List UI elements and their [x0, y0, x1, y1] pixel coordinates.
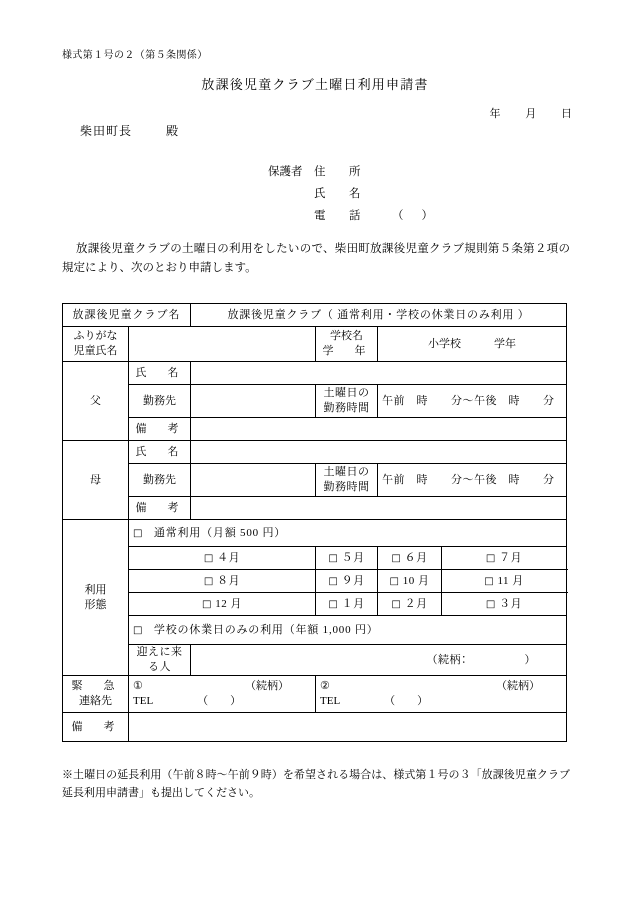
mother-workplace-label: 勤務先	[129, 464, 191, 497]
emergency-contact-label	[63, 676, 129, 713]
month-checkbox[interactable]: □	[391, 598, 402, 610]
holiday-only-checkbox[interactable]: □	[133, 624, 144, 636]
table-row-mother-name	[63, 441, 567, 464]
month-label: 10 月	[402, 574, 430, 587]
month-checkbox-cell[interactable]	[442, 570, 567, 593]
club-name-value[interactable]: 放課後児童クラブ（ 通常利用・学校の休業日のみ利用 ）	[191, 304, 567, 327]
guardian-address-row	[268, 161, 433, 183]
school-grade-label	[316, 327, 378, 362]
form-code: 様式第１号の２（第５条関係）	[62, 50, 208, 61]
mother-name-input[interactable]	[191, 441, 567, 464]
month-checkbox[interactable]: □	[484, 575, 495, 587]
guardian-tel-paren-open: （	[392, 210, 422, 222]
table-row-months-3	[63, 593, 567, 616]
school-grade-input[interactable]: 小学校 学年	[378, 327, 567, 362]
father-name-input[interactable]	[191, 362, 567, 385]
addressee-honorific: 殿	[166, 124, 180, 138]
school-name-label: 学校名	[330, 330, 363, 342]
lead-paragraph: 放課後児童クラブの土曜日の利用をしたいので、柴田町放課後児童クラブ規則第５条第２項の規定により、次のとおり申請します。	[62, 243, 570, 274]
month-label: ８月	[217, 574, 241, 587]
month-checkbox-cell[interactable]	[316, 547, 378, 570]
month-checkbox-cell[interactable]	[378, 593, 442, 616]
table-row-months-2	[63, 570, 567, 593]
mother-name-label: 氏 名	[129, 441, 191, 464]
footer-note: ※土曜日の延長利用（午前８時～午前９時）を希望される場合は、様式第１号の３「放課後児童クラブ延長利用申請書」も提出してください。	[62, 769, 570, 799]
father-workplace-label: 勤務先	[129, 385, 191, 418]
regular-use-label: 通常利用（月額 500 円）	[153, 526, 287, 539]
mother-label: 母	[63, 441, 129, 520]
month-label: ７月	[499, 551, 523, 564]
emergency-2-relation: （続柄）	[496, 680, 541, 692]
mother-remarks-input[interactable]	[191, 497, 567, 520]
month-checkbox[interactable]: □	[485, 552, 496, 564]
month-checkbox[interactable]: □	[389, 575, 400, 587]
father-name-label: 氏 名	[129, 362, 191, 385]
regular-use-checkbox[interactable]: □	[133, 527, 144, 539]
table-row-months-1	[63, 547, 567, 570]
mother-saturday-hours-input[interactable]: 午前 時 分～午後 時 分	[378, 464, 567, 497]
bottom-remarks-label: 備 考	[63, 713, 129, 742]
emergency-2-line1	[320, 679, 562, 694]
father-workplace-input[interactable]	[191, 385, 316, 418]
month-checkbox-cell[interactable]	[442, 547, 567, 570]
emergency-1-tel-label: TEL	[133, 695, 154, 707]
emergency-contact-1[interactable]	[129, 676, 316, 713]
month-checkbox[interactable]: □	[485, 598, 496, 610]
table-row-father-remarks	[63, 418, 567, 441]
month-label: ３月	[499, 597, 523, 610]
month-label: 12 月	[215, 597, 242, 610]
mother-remarks-label: 備 考	[129, 497, 191, 520]
table-row-usage-regular	[63, 520, 567, 547]
emergency-1-number: ①	[133, 680, 143, 692]
month-checkbox[interactable]: □	[328, 575, 339, 587]
addressee-name: 柴田町長	[80, 124, 133, 138]
mother-sat-hours-label-line2: 勤務時間	[323, 481, 370, 493]
month-checkbox[interactable]: □	[203, 552, 214, 564]
holiday-only-option[interactable]	[129, 616, 567, 645]
month-checkbox-cell[interactable]	[129, 570, 316, 593]
child-name-label-line2: 児童氏名	[73, 345, 118, 357]
child-name-input[interactable]	[129, 327, 316, 362]
bottom-remarks-input[interactable]	[129, 713, 567, 742]
emergency-2-number: ②	[320, 680, 330, 692]
month-checkbox-cell[interactable]	[129, 593, 316, 616]
table-row-mother-workplace	[63, 464, 567, 497]
month-label: １月	[341, 597, 365, 610]
month-checkbox[interactable]: □	[328, 598, 339, 610]
regular-use-option[interactable]	[129, 520, 567, 547]
guardian-tel-row	[268, 205, 433, 227]
month-checkbox-cell[interactable]	[378, 547, 442, 570]
emergency-1-relation: （続柄）	[245, 680, 289, 692]
emergency-label-line2: 連絡先	[79, 695, 112, 707]
father-sat-hours-label-line1: 土曜日の	[323, 387, 370, 399]
father-label: 父	[63, 362, 129, 441]
table-row-emergency	[63, 676, 567, 713]
father-sat-hours-label-line2: 勤務時間	[323, 402, 370, 414]
month-label: ９月	[341, 574, 365, 587]
table-row-father-workplace	[63, 385, 567, 418]
month-checkbox-cell[interactable]	[129, 547, 316, 570]
guardian-name-row	[268, 183, 433, 205]
month-label: ５月	[341, 551, 365, 564]
guardian-tel-label: 電 話	[314, 210, 367, 222]
emergency-1-line2	[133, 694, 311, 709]
date-year-label: 年	[489, 108, 501, 120]
table-row-bottom-remarks	[63, 713, 567, 742]
table-row-club-name	[63, 304, 567, 327]
usage-type-label-line1: 利用	[84, 583, 107, 596]
table-row-child-name	[63, 327, 567, 362]
page-title: 放課後児童クラブ土曜日利用申請書	[201, 77, 429, 92]
guardian-block	[268, 161, 433, 227]
emergency-1-tel-paren[interactable]: （ ）	[197, 695, 242, 707]
usage-type-label-line2: 形態	[84, 598, 107, 611]
application-table	[62, 303, 567, 742]
holiday-only-label: 学校の休業日のみの利用（年額 1,000 円）	[153, 623, 379, 636]
guardian-address-label: 住 所	[314, 166, 367, 178]
school-grade-label-line2: 学 年	[322, 345, 371, 357]
father-remarks-input[interactable]	[191, 418, 567, 441]
month-checkbox[interactable]: □	[203, 575, 214, 587]
father-remarks-label: 備 考	[129, 418, 191, 441]
emergency-1-line1	[133, 679, 311, 694]
father-saturday-hours-label	[316, 385, 378, 418]
emergency-2-tel-label: TEL	[320, 695, 341, 707]
mother-sat-hours-label-line1: 土曜日の	[323, 466, 370, 478]
emergency-label-line1: 緊 急	[71, 680, 120, 692]
emergency-2-line2	[320, 694, 562, 709]
child-name-label-line1: ふりがな	[73, 330, 118, 342]
table-row-pickup	[63, 645, 567, 676]
month-label: ４月	[217, 551, 241, 564]
table-row-usage-holiday	[63, 616, 567, 645]
father-saturday-hours-input[interactable]: 午前 時 分～午後 時 分	[378, 385, 567, 418]
table-row-mother-remarks	[63, 497, 567, 520]
month-checkbox[interactable]: □	[202, 598, 212, 610]
month-checkbox-cell[interactable]	[378, 570, 442, 593]
club-name-label: 放課後児童クラブ名	[63, 304, 191, 327]
emergency-2-tel-paren[interactable]: （ ）	[384, 695, 429, 707]
emergency-contact-2[interactable]	[316, 676, 567, 713]
date-day-label: 日	[561, 108, 572, 120]
pickup-label: 迎えに来る人	[129, 645, 191, 676]
month-checkbox[interactable]: □	[328, 552, 339, 564]
month-checkbox-cell[interactable]	[316, 593, 378, 616]
usage-type-label	[63, 520, 129, 676]
mother-workplace-input[interactable]	[191, 464, 316, 497]
month-label: ２月	[404, 597, 428, 610]
month-checkbox-cell[interactable]	[442, 593, 567, 616]
date-month-label: 月	[525, 108, 537, 120]
addressee	[80, 122, 179, 139]
month-checkbox[interactable]: □	[391, 552, 402, 564]
month-label: ６月	[404, 551, 428, 564]
guardian-label: 保護者	[268, 166, 303, 178]
month-checkbox-cell[interactable]	[316, 570, 378, 593]
guardian-tel-paren-close: ）	[421, 210, 433, 222]
table-row-father-name	[63, 362, 567, 385]
pickup-input[interactable]	[191, 645, 567, 676]
month-label: 11 月	[497, 574, 524, 587]
guardian-name-label: 氏 名	[314, 188, 367, 200]
mother-saturday-hours-label	[316, 464, 378, 497]
child-name-label	[63, 327, 129, 362]
pickup-relation-label: （続柄： ）	[426, 653, 537, 666]
date-line	[490, 105, 573, 121]
